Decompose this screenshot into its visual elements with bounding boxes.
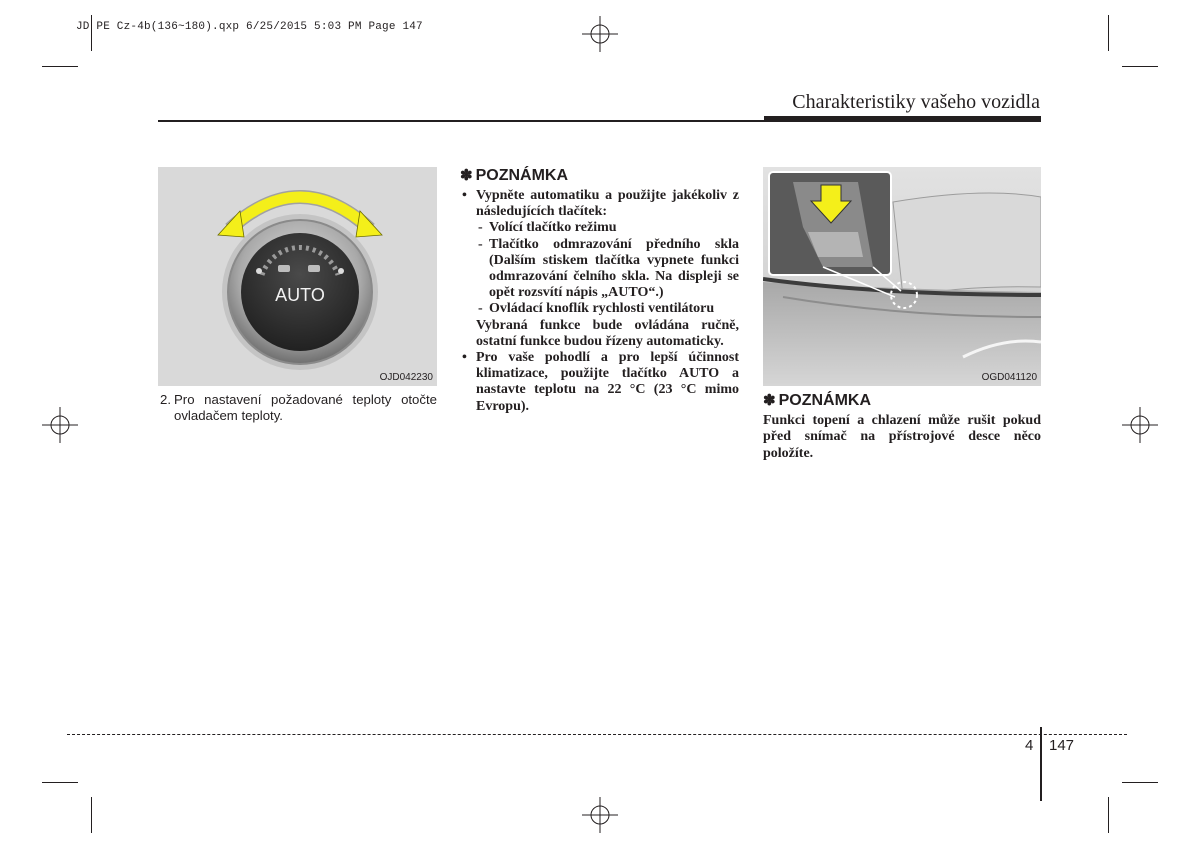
registration-mark-bottom	[580, 795, 620, 835]
dash-icon: -	[478, 301, 483, 317]
follow-text: Vybraná funkce bude ovládána ručně, ostatní funkce budou řízeny automaticky.	[476, 317, 739, 349]
figure-temperature-dial	[158, 167, 437, 386]
registration-mark-top	[580, 14, 620, 54]
dash-icon: -	[478, 220, 483, 236]
bullet-icon: •	[462, 188, 467, 203]
note-star-icon: ✽	[763, 392, 776, 409]
dashboard-sensor-illustration	[763, 167, 1041, 386]
footer-page-separator	[1040, 727, 1042, 801]
figure-dashboard-sensor	[763, 167, 1041, 386]
registration-mark-right	[1120, 405, 1160, 445]
dash-item	[460, 237, 739, 302]
figure-code: OGD041120	[981, 372, 1037, 383]
temperature-dial-illustration	[158, 167, 437, 386]
dash-item	[460, 301, 739, 317]
bullet-item	[460, 188, 739, 220]
note-heading-text: POZNÁMKA	[778, 392, 872, 409]
registration-mark-left	[40, 405, 80, 445]
chapter-number: 4	[1025, 737, 1034, 754]
header-rule	[158, 120, 764, 122]
dash-item	[460, 220, 739, 236]
note-star-icon: ✽	[460, 167, 473, 184]
footer-dotted-rule	[67, 734, 1127, 735]
page-number: 147	[1049, 737, 1075, 754]
note-text: Funkci topení a chlazení může rušit pokud před snímač na přístrojové desce něco položíte.	[763, 413, 1041, 461]
instruction-step	[158, 392, 437, 424]
dash-text: Tlačítko odmrazování předního skla (Dalším stiskem tlačítka vypnete funkci odmrazování čelního skla. Na displeji se opět rozsvítí nápis „AUTO“.)	[489, 236, 739, 301]
step-number: 2.	[160, 392, 171, 407]
note-body	[460, 188, 739, 415]
bullet-text: Vypněte automatiku a použijte jakékoliv z následujících tlačítek:	[476, 188, 739, 220]
figure-code: OJD042230	[379, 372, 433, 383]
dash-text: Volící tlačítko režimu	[489, 220, 617, 236]
bullet-item	[460, 350, 739, 415]
dial-auto-label: AUTO	[275, 285, 325, 305]
note-heading	[460, 166, 568, 185]
dash-icon: -	[478, 236, 483, 252]
header-rule-bold	[764, 116, 1041, 122]
step-text: Pro nastavení požadované teploty otočte ovladačem teploty.	[174, 392, 437, 423]
print-slug: JD PE Cz-4b(136~180).qxp 6/25/2015 5:03 PM Page 147	[76, 21, 423, 33]
page-header-title: Charakteristiky vašeho vozidla	[792, 91, 1040, 113]
note-heading	[763, 391, 871, 410]
note-heading-text: POZNÁMKA	[475, 167, 569, 184]
dash-text: Ovládací knoflík rychlosti ventilátoru	[489, 301, 715, 317]
bullet-text: Pro vaše pohodlí a pro lepší účinnost klimatizace, použijte tlačítko AUTO a nastavte teplotu na 22 °C (23 °C mimo Evropu).	[476, 350, 739, 414]
bullet-icon: •	[462, 350, 467, 366]
